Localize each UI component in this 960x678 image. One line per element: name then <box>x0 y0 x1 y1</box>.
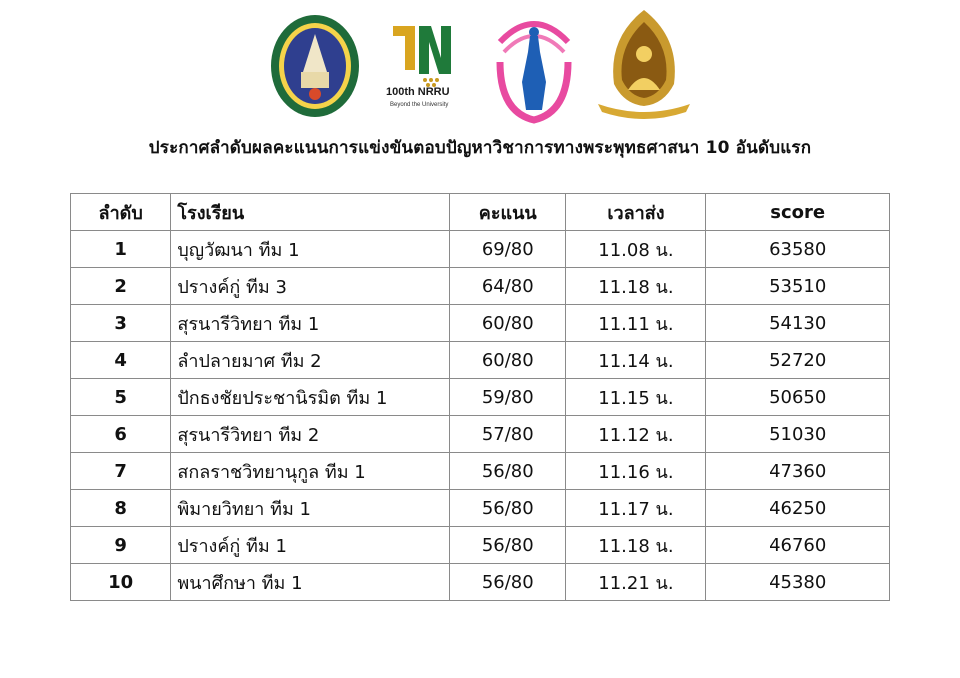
cell-time: 11.18 น. <box>566 527 706 564</box>
cell-score: 60/80 <box>450 305 566 342</box>
cell-total: 46250 <box>706 490 890 527</box>
header-time: เวลาส่ง <box>566 194 706 231</box>
cell-score: 56/80 <box>450 527 566 564</box>
cell-score: 64/80 <box>450 268 566 305</box>
cell-score: 56/80 <box>450 564 566 601</box>
cell-school: ปรางค์กู่ ทีม 1 <box>171 527 450 564</box>
table-row <box>71 268 890 305</box>
pink-figure-emblem <box>490 12 578 124</box>
cell-school: ลำปลายมาศ ทีม 2 <box>171 342 450 379</box>
cell-total: 51030 <box>706 416 890 453</box>
cell-rank: 5 <box>71 379 171 416</box>
cell-total: 47360 <box>706 453 890 490</box>
cell-time: 11.17 น. <box>566 490 706 527</box>
cell-school: สกลราชวิทยานุกูล ทีม 1 <box>171 453 450 490</box>
cell-score: 56/80 <box>450 490 566 527</box>
table-row <box>71 416 890 453</box>
cell-total: 45380 <box>706 564 890 601</box>
cell-total: 52720 <box>706 342 890 379</box>
header-rank: ลำดับ <box>71 194 171 231</box>
cell-school: พิมายวิทยา ทีม 1 <box>171 490 450 527</box>
cell-rank: 1 <box>71 231 171 268</box>
cell-time: 11.08 น. <box>566 231 706 268</box>
cell-time: 11.15 น. <box>566 379 706 416</box>
cell-time: 11.11 น. <box>566 305 706 342</box>
nrru-tagline: Beyond the University <box>390 102 449 108</box>
cell-school: ปักธงชัยประชานิรมิต ทีม 1 <box>171 379 450 416</box>
cell-time: 11.18 น. <box>566 268 706 305</box>
table-header-row <box>71 194 890 231</box>
cell-school: ปรางค์กู่ ทีม 3 <box>171 268 450 305</box>
cell-rank: 8 <box>71 490 171 527</box>
cell-time: 11.14 น. <box>566 342 706 379</box>
ranking-table <box>70 193 890 601</box>
header-total: score <box>706 194 890 231</box>
cell-school: บุญวัฒนา ทีม 1 <box>171 231 450 268</box>
cell-school: สุรนารีวิทยา ทีม 2 <box>171 416 450 453</box>
table-row <box>71 527 890 564</box>
cell-rank: 7 <box>71 453 171 490</box>
university-seal-logo <box>270 14 360 118</box>
table-row <box>71 564 890 601</box>
cell-time: 11.12 น. <box>566 416 706 453</box>
cell-rank: 10 <box>71 564 171 601</box>
cell-time: 11.21 น. <box>566 564 706 601</box>
cell-total: 50650 <box>706 379 890 416</box>
table-row <box>71 305 890 342</box>
cell-score: 59/80 <box>450 379 566 416</box>
cell-time: 11.16 น. <box>566 453 706 490</box>
header-score: คะแนน <box>450 194 566 231</box>
cell-school: พนาศึกษา ทีม 1 <box>171 564 450 601</box>
cell-rank: 3 <box>71 305 171 342</box>
table-row <box>71 342 890 379</box>
table-row <box>71 379 890 416</box>
cell-rank: 9 <box>71 527 171 564</box>
cell-total: 46760 <box>706 527 890 564</box>
table-row <box>71 453 890 490</box>
cell-score: 56/80 <box>450 453 566 490</box>
page-title: ประกาศลำดับผลคะแนนการแข่งขันตอบปัญหาวิชาการทางพระพุทธศาสนา 10 อันดับแรก <box>148 138 812 158</box>
nrru-caption: 100th NRRU <box>386 86 450 98</box>
logo-strip <box>0 8 960 126</box>
table-row <box>71 490 890 527</box>
cell-total: 54130 <box>706 305 890 342</box>
cell-rank: 2 <box>71 268 171 305</box>
cell-total: 63580 <box>706 231 890 268</box>
cell-score: 69/80 <box>450 231 566 268</box>
cell-total: 53510 <box>706 268 890 305</box>
cell-rank: 4 <box>71 342 171 379</box>
table-row <box>71 231 890 268</box>
cell-score: 57/80 <box>450 416 566 453</box>
golden-buddha-emblem <box>594 8 694 122</box>
cell-score: 60/80 <box>450 342 566 379</box>
cell-school: สุรนารีวิทยา ทีม 1 <box>171 305 450 342</box>
header-school: โรงเรียน <box>171 194 450 231</box>
cell-rank: 6 <box>71 416 171 453</box>
